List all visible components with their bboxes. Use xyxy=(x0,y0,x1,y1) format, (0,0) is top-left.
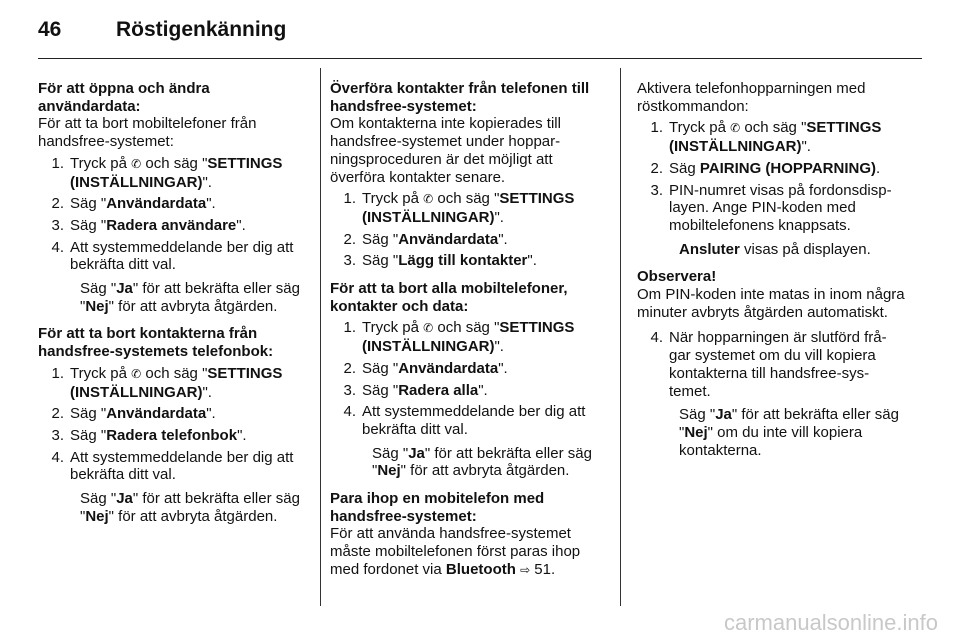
step-item: 4. Att systemmeddelande ber dig att bekräfta ditt val. xyxy=(51,448,294,484)
step-item: 3. Säg "Lägg till kontakter". xyxy=(343,252,537,270)
step-item: 2. Säg PAIRING (HOPPARNING). xyxy=(650,159,881,177)
note-heading: Observera! xyxy=(637,268,717,286)
step-item: 1. Tryck på ✆ och säg "SETTINGS (INSTÄLLNINGAR)". xyxy=(51,364,283,401)
section-intro: Om kontakterna inte kopierades till handsfree-systemet under hoppar-ningsproceduren är det möjligt att överföra kontakter senare. xyxy=(330,115,561,186)
step-item: 4. När hopparningen är slutförd frå-gar systemet om du vill kopiera kontakterna till handsfree-sys-temet. xyxy=(650,329,887,400)
column-3 xyxy=(637,80,907,459)
step-item: 2. Säg "Användardata". xyxy=(343,359,508,377)
confirm-text: Säg "Ja" för att bekräfta eller säg "Nej" om du inte vill kopiera kontakterna. xyxy=(679,406,899,459)
header-divider xyxy=(38,58,922,59)
step-item: 4. Att systemmeddelande ber dig att bekräfta ditt val. xyxy=(343,403,586,438)
confirm-text: Säg "Ja" för att bekräfta eller säg "Nej" för att avbryta åtgärden. xyxy=(80,490,300,525)
watermark: carmanualsonline.info xyxy=(723,610,938,635)
column-divider-2 xyxy=(620,68,621,606)
phone-icon: ✆ xyxy=(423,321,434,336)
step-item: 1. Tryck på ✆ och säg "SETTINGS (INSTÄLLNINGAR)". xyxy=(343,319,575,356)
section-heading: Para ihop en mobitelefon med handsfree-systemet: xyxy=(330,490,545,525)
step-item: 3. Säg "Radera användare". xyxy=(51,216,246,234)
note-text: Om PIN-koden inte matas in inom några minuter avbryts åtgärden automatiskt. xyxy=(637,286,905,321)
phone-icon: ✆ xyxy=(423,192,434,207)
section-heading: För att ta bort alla mobiltelefoner, kontakter och data: xyxy=(330,280,568,315)
section-body: För att använda handsfree-systemet måste mobiltelefonen först paras ihop med fordonet via Bluetooth ⇨ 51. xyxy=(330,525,581,578)
column-divider-1 xyxy=(320,68,321,606)
step-item: 4. Att systemmeddelande ber dig att bekräfta ditt val. xyxy=(51,238,294,274)
step-item: 3. Säg "Radera telefonbok". xyxy=(51,426,247,444)
phone-icon: ✆ xyxy=(730,121,741,136)
column-2 xyxy=(330,80,605,580)
step-item: 1. Tryck på ✆ och säg "SETTINGS (INSTÄLLNINGAR)". xyxy=(343,190,575,226)
step-item: 2. Säg "Användardata". xyxy=(51,405,216,423)
step-item: 2. Säg "Användardata". xyxy=(343,230,508,248)
page-header xyxy=(38,18,286,42)
section-heading: För att ta bort kontakterna från handsfree-systemets telefonbok: xyxy=(38,325,274,361)
display-status-text: Ansluter visas på displayen. xyxy=(679,240,871,258)
confirm-text: Säg "Ja" för att bekräfta eller säg "Nej" för att avbryta åtgärden. xyxy=(80,280,300,315)
step-item: 3. PIN-numret visas på fordonsdisp-layen. Ange PIN-koden med mobiltelefonens knappsats. xyxy=(650,181,892,234)
page-number: 46 xyxy=(38,18,62,41)
section-intro: Aktivera telefonhopparningen med röstkommandon: xyxy=(637,80,866,115)
step-item: 3. Säg "Radera alla". xyxy=(343,381,488,399)
page-reference-link[interactable]: 51. xyxy=(534,560,556,578)
section-intro: För att ta bort mobiltelefoner från handsfree-systemet: xyxy=(38,115,257,151)
section-heading: Överföra kontakter från telefonen till handsfree-systemet: xyxy=(330,80,590,115)
step-item: 1. Tryck på ✆ och säg "SETTINGS (INSTÄLLNINGAR)". xyxy=(51,154,283,191)
section-heading: För att öppna och ändra användardata: xyxy=(38,80,210,115)
page-reference-icon: ⇨ xyxy=(520,562,531,577)
step-item: 1. Tryck på ✆ och säg "SETTINGS (INSTÄLLNINGAR)". xyxy=(650,119,882,156)
phone-icon: ✆ xyxy=(131,156,142,171)
phone-icon: ✆ xyxy=(131,366,142,381)
column-1 xyxy=(38,80,308,525)
step-item: 2. Säg "Användardata". xyxy=(51,195,216,213)
confirm-text: Säg "Ja" för att bekräfta eller säg "Nej" för att avbryta åtgärden. xyxy=(372,444,592,480)
page-title: Röstigenkänning xyxy=(116,18,287,41)
